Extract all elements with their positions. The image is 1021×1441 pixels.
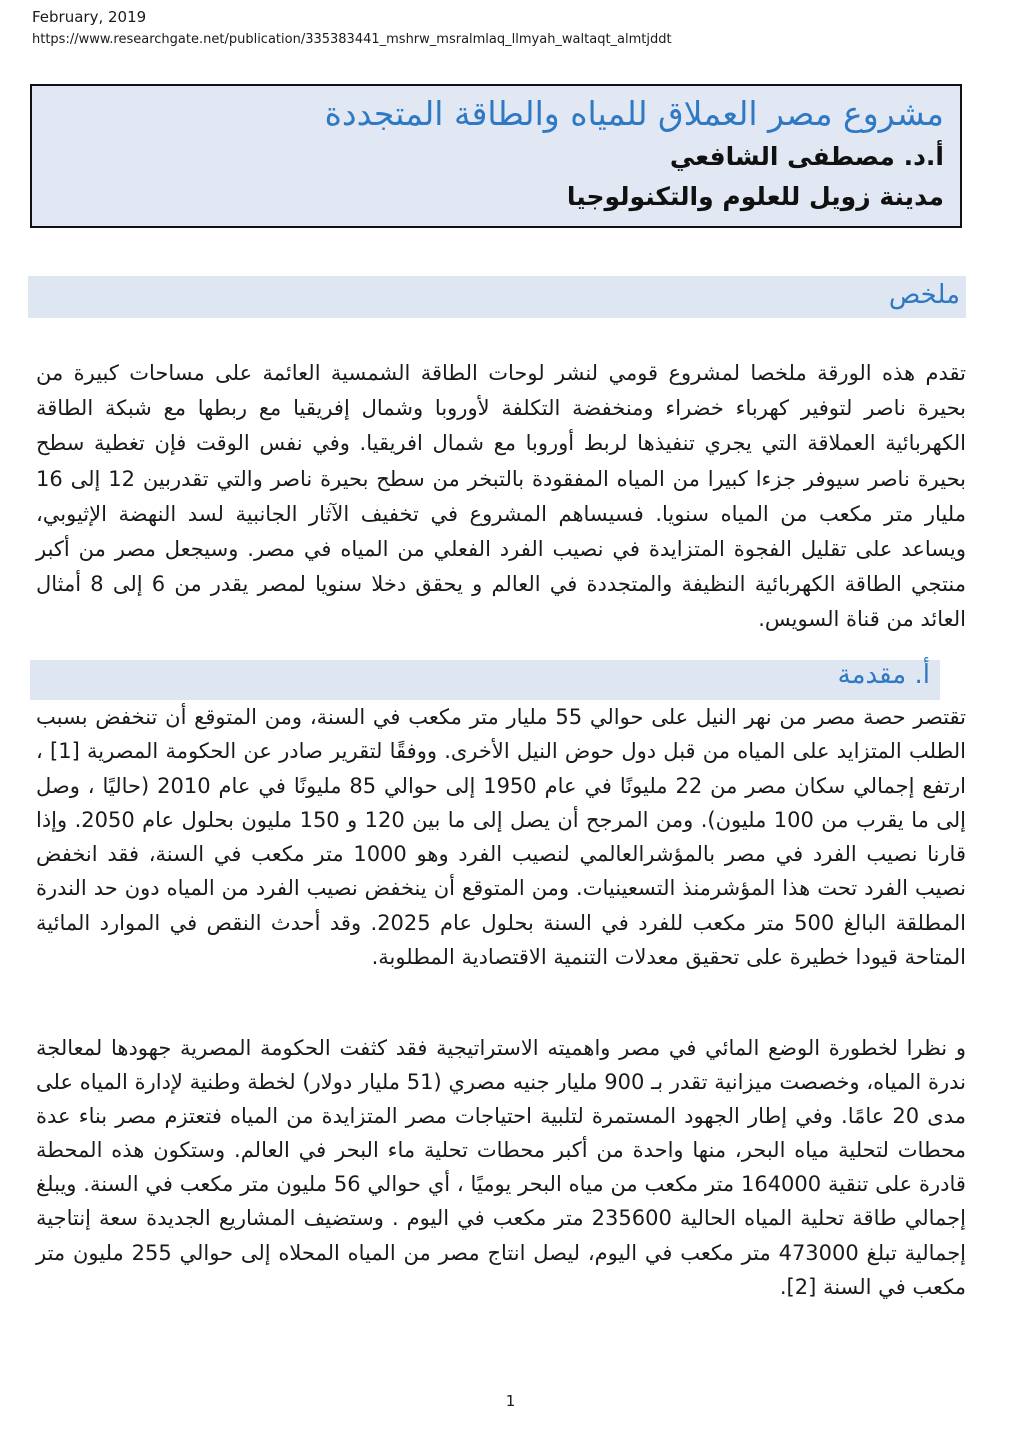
abstract-heading-band bbox=[28, 276, 966, 318]
document-title: مشروع مصر العملاق للمياه والطاقة المتجددة bbox=[324, 94, 944, 133]
publication-date: February, 2019 bbox=[32, 8, 147, 26]
introduction-heading-band bbox=[30, 660, 940, 700]
introduction-paragraph-2: و نظرا لخطورة الوضع المائي في مصر واهميته الاستراتيجية فقد كثفت الحكومة المصرية جهودها لمعالجة ندرة المياه، وخصصت ميزانية تقدر بـ 900 مليار جنيه مصري (51 مليار دولار) لخطة وطنية لإدارة المياه على مدى 20 عامًا. وفي إطار الجهود المستمرة لتلبية احتياجات مصر المتزايدة من المياه فتعتزم مصر بناء عدة محطات لتحلية مياه البحر، منها واحدة من أكبر محطات تحلية ماء البحر في العالم. وستكون هذه المحطة قادرة على تنقية 164000 متر مكعب من مياه البحر يوميًا ، أي حوالي 56 مليون متر مكعب في السنة. ويبلغ إجمالي طاقة تحلية المياه الحالية 235600 متر مكعب في اليوم . وستضيف المشاريع الجديدة سعة إنتاجية إجمالية تبلغ 473000 متر مكعب في اليوم، ليصل انتاج مصر من المياه المحلاه إلى حوالي 255 مليون متر مكعب في السنة [2]. bbox=[36, 1036, 967, 1299]
title-box bbox=[30, 84, 962, 228]
source-url: https://www.researchgate.net/publication/335383441_mshrw_msralmlaq_llmyah_waltaqt_almtjddt bbox=[32, 32, 672, 47]
institution-name: مدينة زويل للعلوم والتكنولوجيا bbox=[566, 182, 944, 211]
introduction-paragraph-1: تقتصر حصة مصر من نهر النيل على حوالي 55 مليار متر مكعب في السنة، ومن المتوقع أن تنخفض بسبب الطلب المتزايد على المياه من قبل دول حوض النيل الأخرى. ووفقًا لتقرير صادر عن الحكومة المصرية [1] ، ارتفع إجمالي سكان مصر من 22 مليونًا في عام 1950 إلى حوالي 85 مليونًا في عام 2010 (حاليًا ، وصل إلى ما يقرب من 100 مليون). ومن المرجح أن يصل إلى ما بين 120 و 150 مليون بحلول عام 2050. وإذا قارنا نصيب الفرد في مصر بالمؤشرالعالمي لنصيب الفرد وهو 1000 متر مكعب في السنة، فقد انخفض نصيب الفرد تحت هذا المؤشرمنذ التسعينيات. ومن المتوقع أن ينخفض نصيب الفرد من المياه دون حد الندرة المطلقة البالغ 500 متر مكعب للفرد في السنة بحلول عام 2025. وقد أحدث النقص في الموارد المائية المتاحة قيودا خطيرة على تحقيق معدلات التنمية الاقتصادية المطلوبة. bbox=[36, 705, 967, 970]
page-number: 1 bbox=[505, 1392, 516, 1410]
author-name: أ.د. مصطفى الشافعي bbox=[669, 142, 944, 171]
abstract-paragraph: تقدم هذه الورقة ملخصا لمشروع قومي لنشر لوحات الطاقة الشمسية العائمة على مساحات كبيرة من بحيرة ناصر لتوفير كهرباء خضراء ومنخفضة التكلفة لأوروبا وشمال إفريقيا مع ربطها مع شبكة الطاقة الكهربائية العملاقة التي يجري تنفيذها لربط أوروبا مع شمال افريقيا. وفي نفس الوقت فإن تغطية سطح بحيرة ناصر سيوفر جزءا كبيرا من المياه المفقودة بالتبخر من سطح بحيرة ناصر والتي تقدربين 12 إلى 16 مليار متر مكعب من المياه سنويا. فسيساهم المشروع في تخفيف الآثار الجانبية لسد النهضة الإثيوبي، ويساعد على تقليل الفجوة المتزايدة في نصيب الفرد الفعلي من المياه في مصر. وسيجعل مصر من أكبر منتجي الطاقة الكهربائية النظيفة والمتجددة في العالم و يحقق دخلا سنويا لمصر يقدر من 6 إلى 8 أمثال العائد من قناة السويس. bbox=[36, 361, 966, 632]
introduction-heading: أ. مقدمة bbox=[837, 660, 930, 690]
abstract-heading: ملخص bbox=[888, 280, 960, 310]
